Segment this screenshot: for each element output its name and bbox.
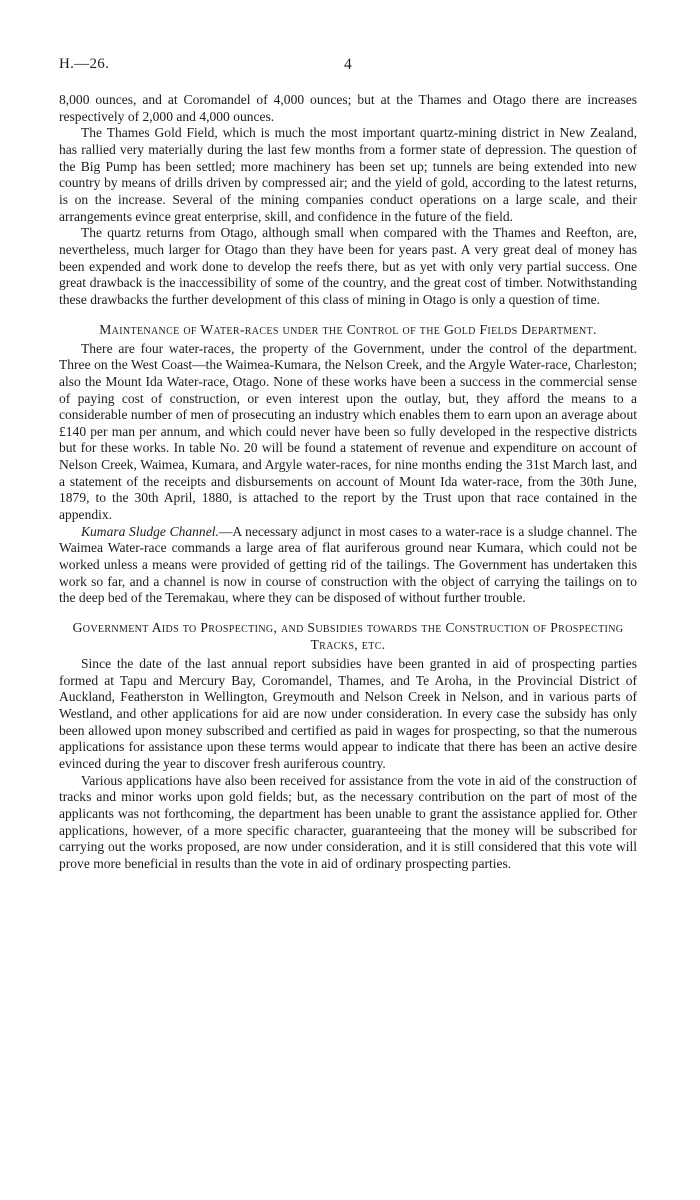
section-heading-prospecting: Government Aids to Prospecting, and Subsidies towards the Construction of Prospecting Tracks, etc. — [72, 620, 624, 653]
paragraph: Various applications have also been received for assistance from the vote in aid of the construction of tracks and minor works upon gold fields; but, as the necessary contribution on the part of most of the applicants was not forthcoming, the department has been unable to grant the assistance applied for. Other applications, however, of a more specific character, guaranteeing that the money will be subscribed for carrying out the works proposed, are now under consideration, and it is still considered that this vote will prove more beneficial in results than the vote in aid of ordinary prospecting parties. — [59, 772, 637, 871]
paragraph: Since the date of the last annual report subsidies have been granted in aid of prospecting parties formed at Tapu and Mercury Bay, Coromandel, Thames, and Te Aroha, in the Provincial District of Auckland, Featherston in Wellington, Greymouth and Nelson Creek in Nelson, and in various parts of Westland, and other applications for aid are now under consideration. In every case the subsidy has only been allowed upon money subscribed and certified as paid in wages for prospecting, so that the numerous applications for assistance upon these terms would appear to indicate that there has been an active desire evinced during the year to discover fresh auriferous country. — [59, 656, 637, 771]
subheading-sludge-channel: Kumara Sludge Channel. — [81, 523, 219, 539]
paragraph: The Thames Gold Field, which is much the most important quartz-mining district in New Zealand, has rallied very materially during the last few months from a former state of depression. The question of the Big Pump has been settled; more machinery has been set up; tunnels are being extended into new country by means of drills driven by compressed air; and the yield of gold, according to the latest returns, is on the increase. Several of the mining companies conduct operations on a large scale, and their arrangements evince great enterprise, skill, and confidence in the future of the field. — [59, 125, 637, 224]
paragraph: The quartz returns from Otago, although small when compared with the Thames and Reefton, are, nevertheless, much larger for Otago than they have been for years past. A very great deal of money has been expended and work done to develop the reefs there, but as yet with only very partial success. One great drawback is the inaccessibility of some of the country, and the great cost of timber. Notwithstanding these drawbacks the further development of this class of mining in Otago is only a question of time. — [59, 225, 637, 307]
paragraph: There are four water-races, the property of the Government, under the control of the department. Three on the West Coast—the Waimea-Kumara, the Nelson Creek, and the Argyle Water-race, Charleston; also the Mount Ida Water-race, Otago. None of these works have been a success in the commercial sense of paying cost of construction, or even interest upon the outlay, but, they afford the means to a considerable number of men of prosecuting an industry which enables them to earn upon an average about £140 per man per annum, and which could never have been so fully developed in the respective districts but for these works. In table No. 20 will be found a statement of revenue and expenditure on account of Nelson Creek, Waimea, Kumara, and Argyle water-races, for nine months ending the 31st March last, and a statement of the receipts and disbursements on account of Mount Ida water-race, from the 30th June, 1879, to the 30th April, 1880, is attached to the report by the Trust upon that race contained in the appendix. — [59, 340, 637, 523]
document-body — [59, 92, 637, 873]
section-heading-water-races: Maintenance of Water-races under the Control of the Gold Fields Department. — [99, 321, 597, 337]
page-number: 4 — [343, 56, 353, 73]
document-reference: H.—26. — [59, 56, 110, 72]
paragraph — [59, 524, 637, 607]
paragraph: 8,000 ounces, and at Coromandel of 4,000 ounces; but at the Thames and Otago there are increases respectively of 2,000 and 4,000 ounces. — [59, 92, 637, 124]
paragraph-text: —A necessary adjunct in most cases to a water-race is a sludge channel. The Waimea Water-race commands a large area of flat auriferous ground near Kumara, which could not be worked unless a means were provided of getting rid of the tailings. The Government has undertaken this work so far, and a channel is now in course of construction with the object of carrying the tailings on to the deep bed of the Teremakau, where they can be disposed of without further trouble. — [59, 523, 637, 606]
running-head — [59, 56, 637, 80]
document-page — [59, 56, 637, 873]
